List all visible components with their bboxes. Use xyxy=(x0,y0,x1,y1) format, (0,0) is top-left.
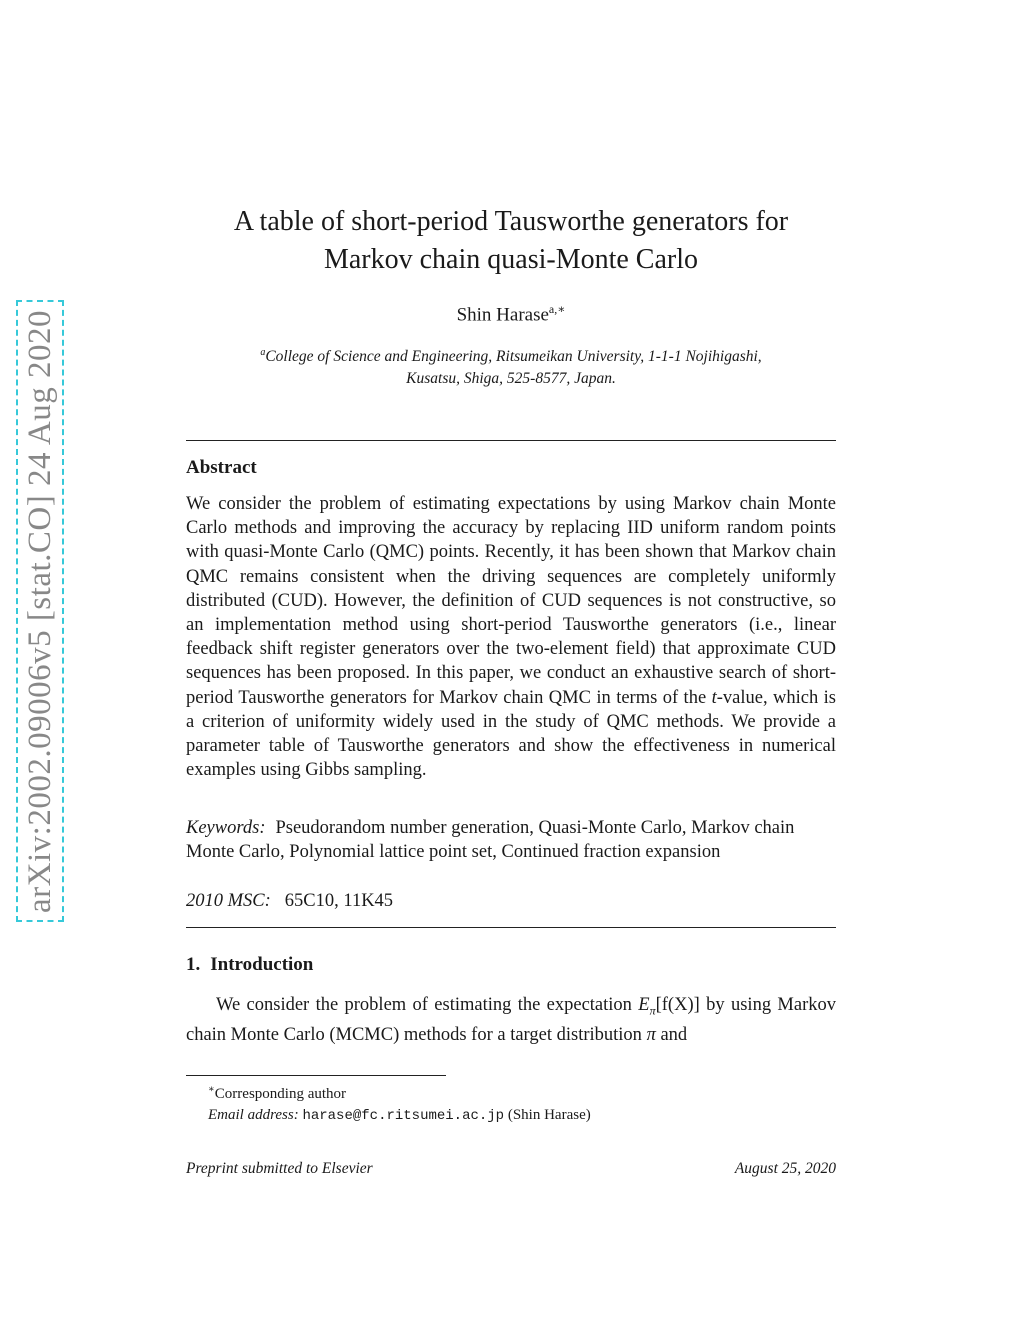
affiliation-line-2: Kusatsu, Shiga, 525-8577, Japan. xyxy=(406,370,616,388)
keywords xyxy=(186,816,836,864)
msc-label: 2010 MSC: xyxy=(186,891,271,911)
author-line xyxy=(186,302,836,326)
keywords-text: Pseudorandom number generation, Quasi-Monte Carlo, Markov chain Monte Carlo, Polynomial lattice point set, Continued fraction expansion xyxy=(186,818,795,863)
section-number: 1. xyxy=(186,954,201,975)
affiliation xyxy=(186,342,836,390)
title-line-2: Markov chain quasi-Monte Carlo xyxy=(323,244,699,275)
t-symbol: t xyxy=(711,687,717,708)
msc-text: 65C10, 11K45 xyxy=(284,891,394,911)
corresponding-author: Corresponding author xyxy=(214,1086,347,1102)
email-owner: (Shin Harase) xyxy=(507,1107,591,1123)
abstract-heading: Abstract xyxy=(186,457,257,478)
keywords-label: Keywords: xyxy=(186,818,266,838)
title-line-1: A table of short-period Tausworthe generators for xyxy=(233,206,789,237)
arxiv-stamp xyxy=(16,300,64,922)
author-marks: a,∗ xyxy=(548,302,566,316)
section-title: Introduction xyxy=(210,954,314,975)
preprint-date: August 25, 2020 xyxy=(734,1160,836,1177)
abstract-body xyxy=(186,492,836,782)
section-heading xyxy=(186,954,313,976)
intro-text-3: and xyxy=(655,1024,688,1045)
abstract-bottom-rule xyxy=(186,927,836,928)
abstract-text-part-2: -value, which is a criterion of uniformity widely used in the study of QMC methods. We provide a parameter table of Tausworthe generators and show the effectiveness in numerical examples using Gibbs sampling. xyxy=(186,687,836,781)
intro-paragraph xyxy=(186,993,836,1047)
expectation-subscript: π xyxy=(649,1003,656,1018)
affiliation-mark: a xyxy=(260,347,266,358)
preprint-note: Preprint submitted to Elsevier xyxy=(186,1160,373,1177)
email-link[interactable]: harase@fc.ritsumei.ac.jp xyxy=(302,1108,505,1124)
abstract-top-rule xyxy=(186,440,836,441)
paper-title xyxy=(186,203,836,279)
intro-text-1: We consider the problem of estimating the expectation xyxy=(216,995,639,1015)
arxiv-stamp-text: arXiv:2002.09006v5 [stat.CO] 24 Aug 2020 xyxy=(21,309,58,913)
footnote-rule xyxy=(186,1075,446,1076)
abstract-text-part-1: We consider the problem of estimating expectations by using Markov chain Monte Carlo methods and improving the accuracy by replacing IID uniform random points with quasi-Monte Carlo (QMC) points. Recently, it has been shown that Markov chain QMC remains consistent when the driving sequences are completely uniformly distributed (CUD). However, the definition of CUD sequences is not constructive, so an implementation method using short-period Tausworthe generators (i.e., linear feedback shift register generators over the two-element field) that approximate CUD sequences has been proposed. In this paper, we conduct an exhaustive search of short-period Tausworthe generators for Markov chain QMC in terms of the xyxy=(186,494,836,708)
affiliation-line-1: College of Science and Engineering, Ritsumeikan University, 1-1-1 Nojihigashi, xyxy=(265,348,762,366)
intro-text-2: by using Markov chain Monte Carlo (MCMC) methods for a target distribution xyxy=(186,995,836,1045)
footnote-mark: ∗ xyxy=(208,1084,215,1095)
expectation-argument: [f(X)] xyxy=(655,995,700,1015)
msc-classification xyxy=(186,889,393,913)
author-name: Shin Harase xyxy=(456,304,549,326)
email-label: Email address: xyxy=(208,1107,299,1123)
expectation-symbol: E xyxy=(638,995,650,1015)
pi-symbol: π xyxy=(646,1024,656,1045)
footnote xyxy=(208,1079,591,1127)
